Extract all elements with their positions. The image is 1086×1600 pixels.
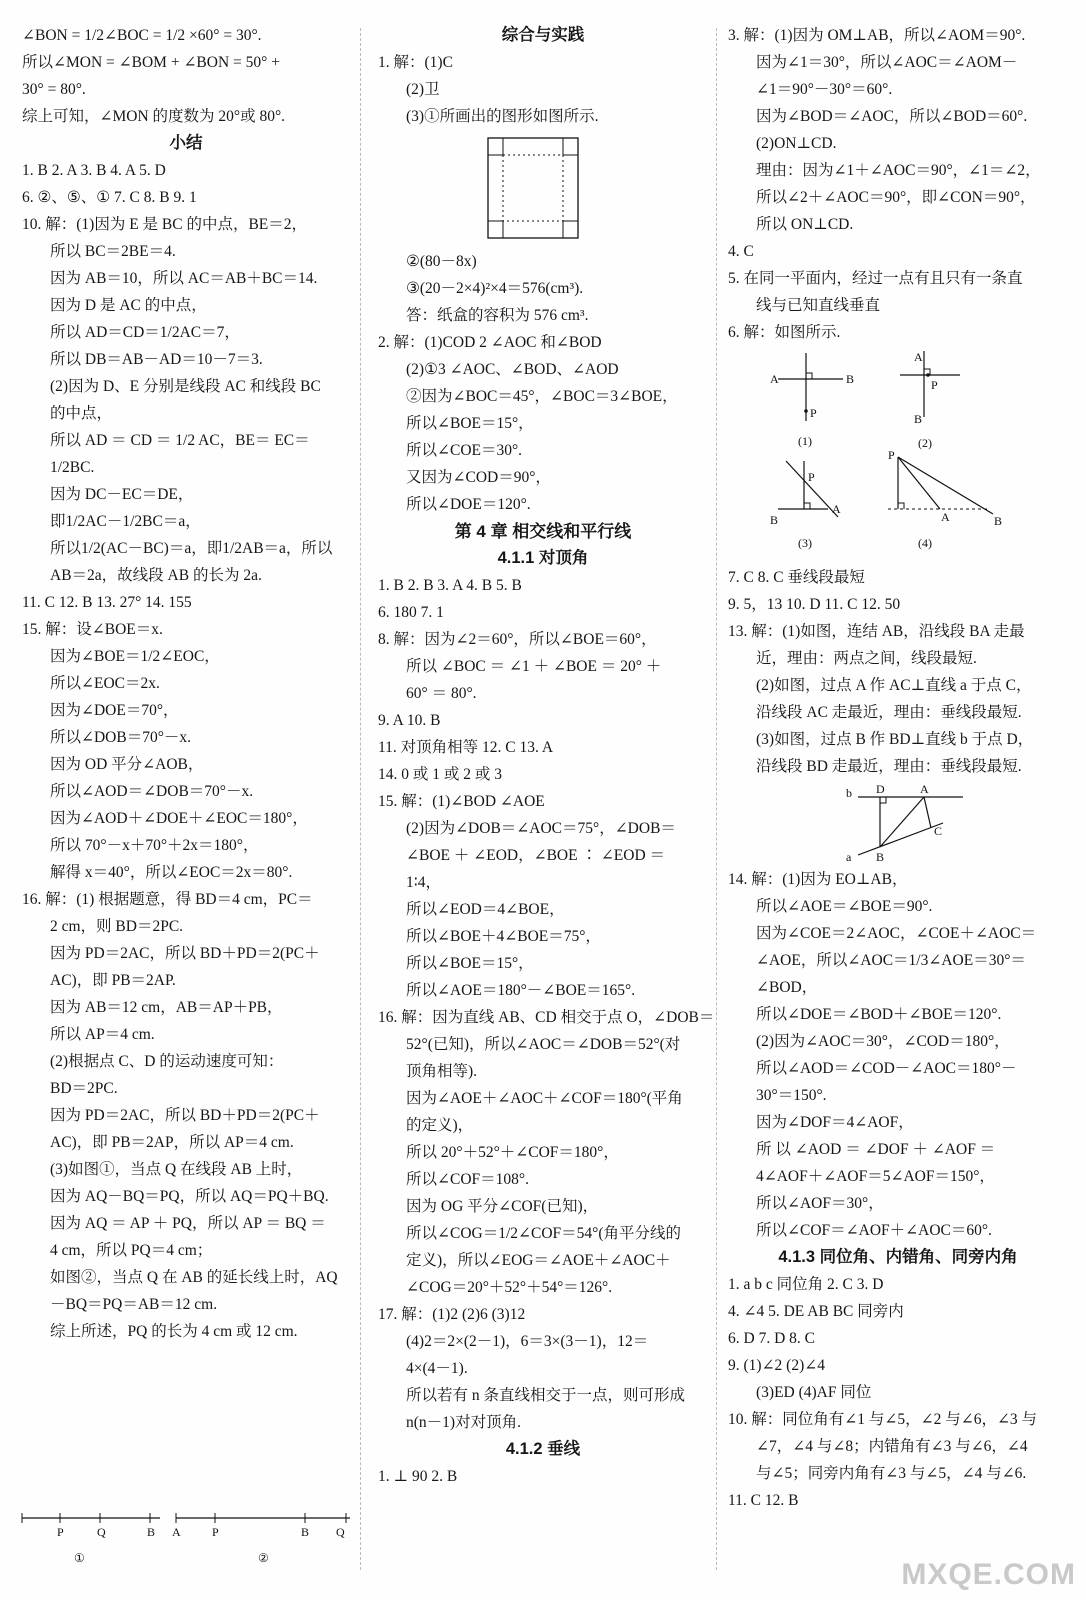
text-line: 9. (1)∠2 (2)∠4 <box>728 1357 825 1374</box>
fig-label: A <box>770 372 779 386</box>
text-line: (3)如图①，当点 Q 在线段 AB 上时， <box>50 1161 303 1178</box>
text-line: (4)2＝2×(2－1)，6＝3×(3－1)，12＝ <box>406 1333 649 1350</box>
text-line: (2)因为 D、E 分别是线段 AC 和线段 BC <box>50 378 321 395</box>
text-line: 所以 BC＝2BE＝4. <box>50 243 176 260</box>
text-line: BD＝2PC. <box>50 1080 118 1097</box>
section-heading: 4.1.1 对顶角 <box>497 549 589 567</box>
text-line: (3)如图，过点 B 作 BD⊥直线 b 于点 D， <box>756 731 1034 748</box>
seg-label: P <box>212 1525 219 1539</box>
fig-label: B <box>846 372 855 386</box>
text-line: 线与已知直线垂直 <box>756 297 881 314</box>
seg-label: B <box>147 1525 156 1539</box>
chapter-heading: 第 4 章 相交线和平行线 <box>454 522 632 541</box>
text-line: AC)，即 PB＝2AP. <box>50 972 176 989</box>
point-p <box>926 373 930 377</box>
text-line: n(n－1)对对顶角. <box>406 1414 521 1431</box>
corner-square <box>563 221 578 238</box>
text-line: 因为 DC－EC＝DE， <box>50 486 194 503</box>
text-line: 7. C 8. C 垂线段最短 <box>728 569 865 586</box>
fig-label: A <box>832 502 841 516</box>
text-line: 8. 解：因为∠2＝60°，所以∠BOE＝60°， <box>378 631 657 648</box>
fig-label: P <box>888 448 895 462</box>
text-line: 1. B 2. B 3. A 4. B 5. B <box>378 577 522 594</box>
column-3 <box>728 22 1068 1514</box>
text-line: 因为∠BOD＝∠AOC，所以∠BOD＝60°. <box>756 108 1028 125</box>
text-line: 15. 解：设∠BOE＝x. <box>22 621 163 638</box>
text-line: 所以∠DOB＝70°－x. <box>50 729 192 746</box>
text-line: 1. B 2. A 3. B 4. A 5. D <box>22 162 166 179</box>
text-line: 因为 D 是 AC 的中点， <box>50 297 207 314</box>
text-line: 所以 AD ＝ CD ＝ 1/2 AC，BE＝ EC＝ <box>50 432 310 449</box>
section-heading: 4.1.3 同位角、内错角、同旁内角 <box>778 1248 1018 1266</box>
text-line: 所以∠EOC＝2x. <box>50 675 160 692</box>
right-angle-mark <box>880 797 886 803</box>
text-line: 因为∠AOE＋∠AOC＋∠COF＝180°(平角 <box>406 1090 683 1107</box>
text-line: 所以若有 n 条直线相交于一点，则可形成 <box>406 1387 686 1404</box>
text-line: 综上可知，∠MON 的度数为 20°或 80°. <box>22 108 286 125</box>
column-2 <box>378 22 715 1490</box>
text-line: 因为∠BOE＝1/2∠EOC， <box>50 648 220 665</box>
text-line: 答：纸盒的容积为 576 cm³. <box>406 307 589 324</box>
text-line: 9. 5，13 10. D 11. C 12. 50 <box>728 596 901 613</box>
text-line: (2)如图，过点 A 作 AC⊥直线 a 于点 C， <box>756 677 1032 694</box>
text-line: 所以∠AOD＝∠COD－∠AOC＝180°－ <box>756 1060 1017 1077</box>
text-line: 9. A 10. B <box>378 712 441 729</box>
text-line: 所以∠COF＝∠AOF＋∠AOC＝60°. <box>756 1222 992 1239</box>
fig-caption: ① <box>74 1551 85 1565</box>
text-line: 顶角相等). <box>406 1063 478 1080</box>
fig-label: B <box>770 513 779 527</box>
text-line: 所 以 ∠AOD ＝ ∠DOF ＋ ∠AOF ＝ <box>756 1141 996 1158</box>
text-line: 1. a b c 同位角 2. C 3. D <box>728 1276 884 1293</box>
text-line: 13. 解：(1)如图，连结 AB，沿线段 BA 走最 <box>728 623 1025 640</box>
text-line: 10. 解：同位角有∠1 与∠5，∠2 与∠6，∠3 与 <box>728 1411 1038 1428</box>
box-net-figure <box>378 133 708 245</box>
text-line: AB＝2a，故线段 AB 的长为 2a. <box>50 567 262 584</box>
text-line: 因为 PD＝2AC，所以 BD＋PD＝2(PC＋ <box>50 945 320 962</box>
section-heading: 4.1.2 垂线 <box>505 1440 581 1458</box>
text-line: 6. D 7. D 8. C <box>728 1330 815 1347</box>
text-line: 1/2BC. <box>50 459 95 476</box>
text-line: 因为 PD＝2AC，所以 BD＋PD＝2(PC＋ <box>50 1107 320 1124</box>
text-line: 30° = 80°. <box>22 81 86 98</box>
text-line: 沿线段 AC 走最近，理由：垂线段最短. <box>756 704 1022 721</box>
text-line: 14. 解：(1)因为 EO⊥AB， <box>728 871 908 888</box>
corner-square <box>563 138 578 155</box>
shortest-path-figure <box>728 783 1068 863</box>
fig-label: a <box>846 850 852 863</box>
text-line: 所以∠BOE＝15°， <box>406 415 534 432</box>
text-line: 所以∠DOE＝120°. <box>406 496 531 513</box>
text-line: 因为 OG 平分∠COF(已知)， <box>406 1198 599 1215</box>
text-line: 因为∠1＝30°，所以∠AOC＝∠AOM－ <box>756 54 1018 71</box>
text-line: 10. 解：(1)因为 E 是 BC 的中点，BE＝2， <box>22 216 308 233</box>
side <box>898 457 940 509</box>
text-line: 5. 在同一平面内，经过一点有且只有一条直 <box>728 270 1023 287</box>
text-line: 解得 x＝40°，所以∠EOC＝2x＝80°. <box>50 864 293 881</box>
text-line: 所以 ON⊥CD. <box>756 216 854 233</box>
text-line: ∠AOE，所以∠AOC＝1/3∠AOE＝30°＝ <box>756 952 1026 969</box>
text-line: 所以∠AOD＝∠DOB＝70°－x. <box>50 783 254 800</box>
text-line: ②因为∠BOC＝45°，∠BOC＝3∠BOE， <box>406 388 678 405</box>
text-line: AC)，即 PB＝2AP，所以 AP＝4 cm. <box>50 1134 294 1151</box>
text-line: 因为 AB＝10，所以 AC＝AB＋BC＝14. <box>50 270 318 287</box>
fig-caption: (2) <box>918 436 932 450</box>
corner-square <box>488 138 503 155</box>
fig-label: P <box>931 378 938 392</box>
text-line: 所以∠COG＝1/2∠COF＝54°(角平分线的 <box>406 1225 682 1242</box>
text-line: 3. 解：(1)因为 OM⊥AB，所以∠AOM＝90°. <box>728 27 1026 44</box>
text-line: 所以 AD＝CD＝1/2AC＝7， <box>50 324 240 341</box>
text-line: ∠1＝90°－30°＝60°. <box>756 81 893 98</box>
text-line: 17. 解：(1)2 (2)6 (3)12 <box>378 1306 526 1323</box>
fig-label: D <box>876 783 885 796</box>
text-line: (2)卫 <box>406 81 440 98</box>
text-line: 所以∠AOF＝30°， <box>756 1195 884 1212</box>
text-line: 2. 解：(1)COD 2 ∠AOC 和∠BOD <box>378 334 602 351</box>
text-line: 52°(已知)，所以∠AOC＝∠DOB＝52°(对 <box>406 1036 681 1053</box>
seg-label: Q <box>336 1525 345 1539</box>
text-line: 又因为∠COD＝90°， <box>406 469 551 486</box>
text-line: 所以∠BOE＝15°， <box>406 955 534 972</box>
text-line: 因为∠DOE＝70°， <box>50 702 179 719</box>
text-line: 4∠AOF＋∠AOF＝5∠AOF＝150°， <box>756 1168 995 1185</box>
text-line: 11. C 12. B <box>728 1492 799 1509</box>
text-line: 所以∠COE＝30°. <box>406 442 523 459</box>
text-line: 所以∠AOE＝∠BOE＝90°. <box>756 898 933 915</box>
line-a <box>858 823 943 855</box>
text-line: 即1/2AC－1/2BC＝a， <box>50 513 201 530</box>
text-line: 因为 AQ－BQ＝PQ，所以 AQ＝PQ＋BQ. <box>50 1188 329 1205</box>
text-line: 所以1/2(AC－BC)＝a，即1/2AB＝a，所以 <box>50 540 333 557</box>
watermark: MXQE.COM <box>901 1558 1076 1591</box>
text-line: 因为 AB＝12 cm，AB＝AP＋PB， <box>50 999 283 1016</box>
fig-label: B <box>876 850 885 863</box>
text-line: ∠BOE ＋ ∠EOD，∠BOE ∶ ∠EOD ＝ <box>406 847 666 864</box>
text-line: 所以∠COF＝108°. <box>406 1171 529 1188</box>
text-line: (3)ED (4)AF 同位 <box>756 1384 872 1401</box>
seg-label: P <box>57 1525 64 1539</box>
net-outer <box>488 138 578 238</box>
fig-label: A <box>914 350 923 364</box>
text-line: 11. C 12. B 13. 27° 14. 155 <box>22 594 192 611</box>
text-line: 30°＝150°. <box>756 1087 827 1104</box>
text-line: 因为 OD 平分∠AOB， <box>50 756 204 773</box>
text-line: 因为∠AOD＋∠DOE＋∠EOC＝180°， <box>50 810 308 827</box>
text-line: ③(20－2×4)²×4＝576(cm³). <box>406 280 584 297</box>
text-line: (2)ON⊥CD. <box>756 135 837 152</box>
text-line: 与∠5；同旁内角有∠3 与∠5，∠4 与∠6. <box>756 1465 1027 1482</box>
text-line: －BQ＝PQ＝AB＝12 cm. <box>50 1296 218 1313</box>
text-line: 定义)，所以∠EOG＝∠AOE＋∠AOC＋ <box>406 1252 671 1269</box>
text-line: 因为 AQ ＝ AP ＋ PQ，所以 AP ＝ BQ ＝ <box>50 1215 326 1232</box>
text-line: 6. 解：如图所示. <box>728 324 841 341</box>
text-line: 所以∠AOE＝180°－∠BOE＝165°. <box>406 982 636 999</box>
segment-figure <box>0 1510 350 1570</box>
section-heading: 综合与实践 <box>501 26 585 44</box>
fig-label: A <box>920 783 929 796</box>
seg-label: Q <box>97 1525 106 1539</box>
hyp <box>898 457 993 514</box>
text-line: 14. 0 或 1 或 2 或 3 <box>378 766 503 783</box>
text-line: 16. 解：因为直线 AB、CD 相交于点 O，∠DOB＝ <box>378 1009 715 1026</box>
fig-caption: ② <box>258 1551 269 1565</box>
fig-label: B <box>994 514 1003 528</box>
fig-label: P <box>810 406 817 420</box>
text-line: 所以∠MON = ∠BOM + ∠BON = 50° + <box>22 54 280 71</box>
text-line: ∠7，∠4 与∠8；内错角有∠3 与∠6，∠4 <box>756 1438 1028 1455</box>
ac-segment <box>924 797 931 828</box>
text-line: ②(80－8x) <box>406 253 477 270</box>
text-line: 60° ＝ 80°. <box>406 685 477 702</box>
text-line: ∠BOD， <box>756 979 818 996</box>
text-line: (2)因为∠AOC＝30°，∠COD＝180°， <box>756 1033 1010 1050</box>
text-line: 2 cm，则 BD＝2PC. <box>50 918 184 935</box>
text-line: 的定义)， <box>406 1117 474 1134</box>
net-fold-lines <box>503 155 563 221</box>
text-line: 如图②，当点 Q 在 AB 的延长线上时，AQ <box>50 1269 338 1286</box>
text-line: 的中点， <box>50 405 113 422</box>
fig-label: b <box>846 786 852 800</box>
text-line: 4. C <box>728 243 754 260</box>
text-line: 1. 解：(1)C <box>378 54 453 71</box>
fig-label: C <box>934 824 943 838</box>
text-line: 1∶4， <box>406 874 442 891</box>
text-line: 所以∠EOD＝4∠BOE， <box>406 901 565 918</box>
fig-caption: (1) <box>798 434 812 448</box>
corner-square <box>488 221 503 238</box>
right-angle-mark <box>804 503 810 509</box>
fig-label: P <box>808 470 815 484</box>
text-line: 所以 20°＋52°＋∠COF＝180°， <box>406 1144 619 1161</box>
ab-segment <box>880 797 924 847</box>
text-line: 所以 AP＝4 cm. <box>50 1026 155 1043</box>
text-line: 所以∠DOE＝∠BOD＋∠BOE＝120°. <box>756 1006 1002 1023</box>
seg-label: B <box>301 1525 310 1539</box>
text-line: 4 cm，所以 PQ＝4 cm； <box>50 1242 213 1259</box>
text-line: ∠COG＝20°＋52°＋54°＝126°. <box>406 1279 613 1296</box>
text-line: 6. 180 7. 1 <box>378 604 444 621</box>
text-line: 理由：因为∠1＋∠AOC＝90°，∠1＝∠2， <box>756 162 1041 179</box>
segment-diagrams <box>0 1510 350 1570</box>
text-line: 6. ②、⑤、① 7. C 8. B 9. 1 <box>22 189 197 206</box>
text-line: (2)因为∠DOB＝∠AOC＝75°，∠DOB＝ <box>406 820 676 837</box>
text-line: 沿线段 BD 走最近，理由：垂线段最短. <box>756 758 1022 775</box>
right-angle-mark <box>806 373 812 379</box>
point-p <box>804 409 808 413</box>
column-1 <box>22 22 350 1345</box>
text-line: (2)①3 ∠AOC、∠BOD、∠AOD <box>406 361 619 378</box>
text-line: 所以 DB＝AB－AD＝10－7＝3. <box>50 351 263 368</box>
section-heading: 小结 <box>169 134 203 152</box>
text-line: 16. 解：(1) 根据题意，得 BD＝4 cm，PC＝ <box>22 891 313 908</box>
text-line: ∠BON = 1/2∠BOC = 1/2 ×60° = 30°. <box>22 27 262 44</box>
right-angle-mark <box>898 503 904 509</box>
text-line: 15. 解：(1)∠BOD ∠AOE <box>378 793 545 810</box>
text-line: (2)根据点 C、D 的运动速度可知： <box>50 1053 284 1070</box>
text-line: 所以 70°－x＋70°＋2x＝180°， <box>50 837 259 854</box>
seg-label: A <box>172 1525 181 1539</box>
text-line: 所以∠BOE＋4∠BOE＝75°， <box>406 928 601 945</box>
text-line: 4. ∠4 5. DE AB BC 同旁内 <box>728 1303 904 1320</box>
text-line: 因为∠COE＝2∠AOC，∠COE＋∠AOC＝ <box>756 925 1037 942</box>
fig-label: B <box>914 412 923 426</box>
text-line: 近，理由：两点之间，线段最短. <box>756 650 977 667</box>
text-line: 所以∠2＋∠AOC＝90°，即∠CON＝90°， <box>756 189 1036 206</box>
fig-caption: (3) <box>798 536 812 550</box>
text-line: 综上所述，PQ 的长为 4 cm 或 12 cm. <box>50 1323 298 1340</box>
text-line: 4×(4－1). <box>406 1360 468 1377</box>
text-line: 所以 ∠BOC ＝ ∠1 ＋ ∠BOE ＝ 20° ＋ <box>406 658 662 675</box>
perpendicular-figures <box>728 349 1068 561</box>
text-line: (3)①所画出的图形如图所示. <box>406 108 599 125</box>
fig-label: A <box>941 510 950 524</box>
fig-caption: (4) <box>918 536 932 550</box>
text-line: 11. 对顶角相等 12. C 13. A <box>378 739 554 756</box>
text-line: 因为∠DOF＝4∠AOF， <box>756 1114 914 1131</box>
text-line: 1. ⊥ 90 2. B <box>378 1468 458 1485</box>
